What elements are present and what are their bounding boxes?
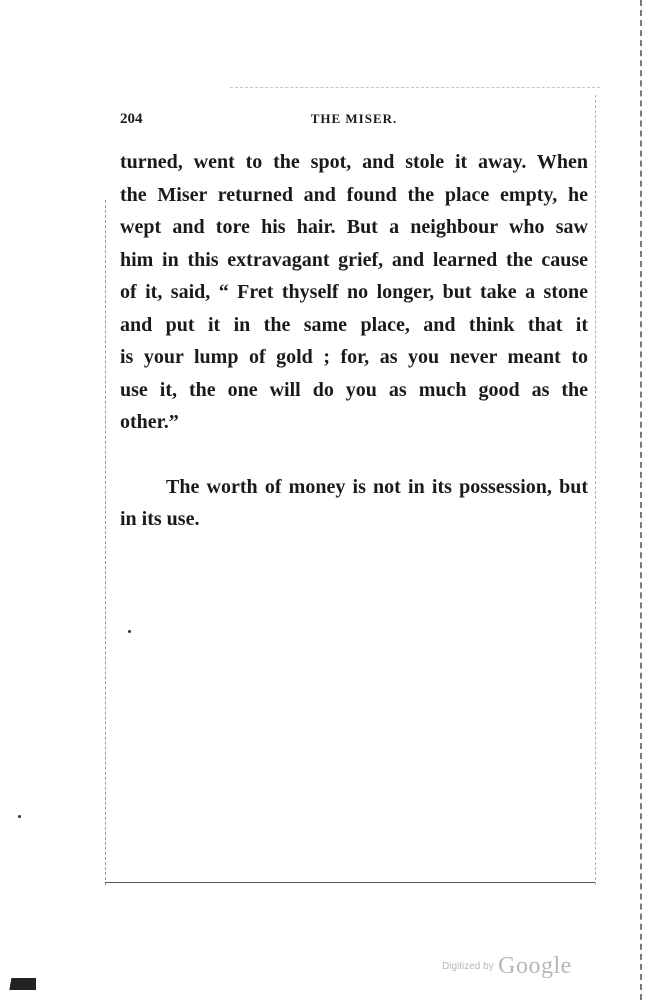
text-line: other.”	[120, 411, 179, 433]
google-logo: Google	[498, 953, 572, 979]
google-watermark	[442, 953, 572, 980]
text-line: wept and tore his hair. But a neighbour who saw	[120, 216, 588, 238]
running-title: THE MISER.	[310, 111, 398, 126]
paragraph-moral	[120, 471, 588, 536]
paragraph-fable	[120, 146, 588, 439]
scan-edge	[640, 0, 642, 1000]
body-text	[120, 146, 588, 536]
page-frame-left	[105, 200, 106, 885]
text-line: in its use.	[120, 508, 200, 530]
text-line: him in this extravagant grief, and learned the cause	[120, 248, 588, 271]
page-frame-right	[595, 95, 596, 885]
text-line: is your lump of gold ; for, as you never meant to	[120, 346, 588, 368]
text-line: use it, the one will do you as much good as the	[120, 378, 588, 401]
text-line: and put it in the same place, and think that it	[120, 313, 588, 336]
scan-speck	[18, 815, 21, 818]
text-line: The worth of money is not in its possession, but	[166, 475, 588, 498]
watermark-prefix: Digitized by	[442, 961, 494, 972]
text-line: of it, said, “ Fret thyself no longer, but take a stone	[120, 281, 588, 303]
page-frame-bottom	[105, 882, 595, 883]
scan-speck	[128, 630, 131, 633]
text-line: turned, went to the spot, and stole it away. When	[120, 151, 588, 173]
text-line: the Miser returned and found the place empty, he	[120, 183, 588, 206]
paragraph-gap	[120, 439, 588, 471]
running-head	[120, 111, 588, 131]
page-frame-top	[230, 87, 600, 88]
scan-corner-mark	[0, 978, 36, 990]
page-number: 204	[120, 111, 143, 127]
